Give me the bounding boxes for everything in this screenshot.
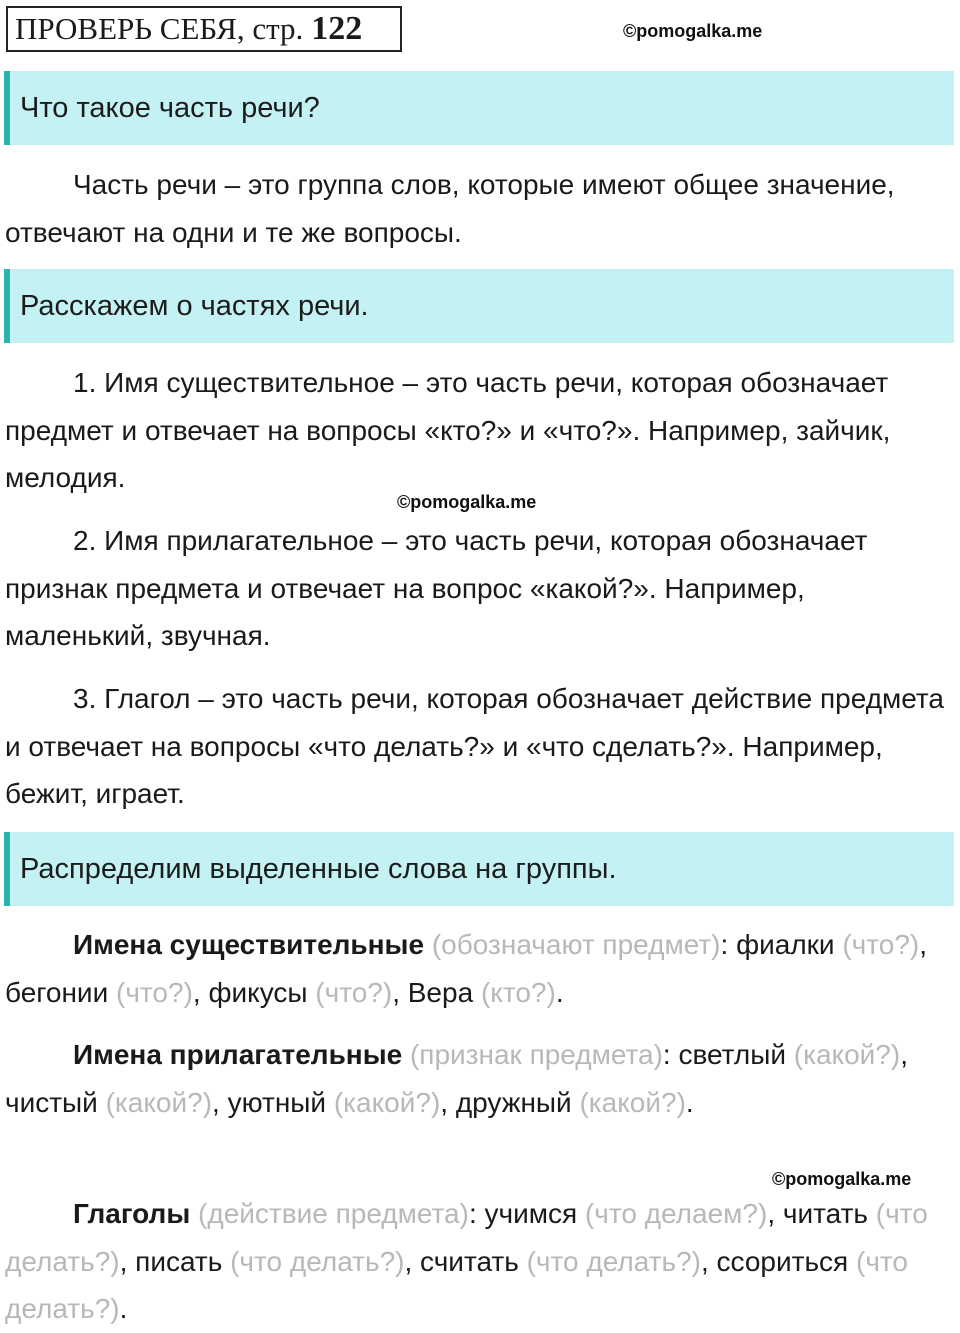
question: (что делать?) — [526, 1245, 701, 1277]
section-heading-text: Что такое часть речи? — [20, 91, 320, 124]
question: (что делаем?) — [584, 1198, 768, 1229]
word: писать — [135, 1245, 223, 1277]
word: учимся — [484, 1198, 578, 1229]
page-title — [6, 6, 402, 52]
section-heading-2 — [4, 269, 954, 343]
group-label: Имена прилагательные — [73, 1039, 403, 1070]
list-item-text: 3. Глагол – это часть речи, которая обозначает действие предмета и отвечает на вопросы «что делать?» и «что сделать?». Например, бежит, играет. — [5, 683, 945, 809]
section-heading-3 — [4, 832, 954, 906]
definition-text: Часть речи – это группа слов, которые имеют общее значение, отвечают на одни и те же вопросы. — [5, 169, 895, 248]
verbs-group: Глаголы (действие предмета): учимся (что делаем?), читать (что делать?), писать (что делать?), считать (что делать?), ссориться (что делать?). — [5, 1198, 928, 1324]
section-heading-text: Расскажем о частях речи. — [20, 289, 369, 322]
definition-paragraph — [5, 161, 950, 256]
word: фиалки — [736, 929, 835, 960]
list-item-text: 1. Имя существительное – это часть речи, которая обозначает предмет и отвечает на вопросы «кто?» и «что?». Например, зайчик, мелодия. — [5, 367, 891, 493]
question: (что делать?) — [5, 1245, 908, 1324]
list-item-noun — [5, 359, 950, 502]
word: дружный — [455, 1086, 572, 1118]
question: (какой?) — [333, 1086, 441, 1118]
list-item-adjective — [5, 517, 950, 660]
group-label: Глаголы — [73, 1198, 191, 1229]
question: (что делать?) — [230, 1245, 405, 1277]
word: фикусы — [208, 976, 308, 1008]
group-hint: (обозначают предмет) — [431, 929, 721, 960]
list-item-verb — [5, 675, 950, 818]
question: (какой?) — [579, 1086, 686, 1118]
watermark: ©pomogalka.me — [772, 1169, 912, 1189]
adjectives-group: Имена прилагательные (признак предмета): светлый (какой?), чистый (какой?), уютный (какой?), дружный (какой?). — [5, 1039, 908, 1118]
question: (что?) — [116, 976, 193, 1008]
watermark: ©pomogalka.me — [623, 21, 763, 41]
word: читать — [782, 1198, 868, 1229]
word: ссориться — [716, 1245, 849, 1277]
word: бегонии — [5, 976, 109, 1008]
question: (какой?) — [793, 1039, 901, 1070]
group-hint: (действие предмета) — [198, 1198, 469, 1229]
question: (что?) — [315, 976, 393, 1008]
word: Вера — [407, 976, 474, 1008]
question: (кто?) — [480, 976, 556, 1008]
list-item-text: 2. Имя прилагательное – это часть речи, которая обозначает признак предмета и отвечает на вопрос «какой?». Например, маленький, звучная. — [5, 525, 868, 651]
word: светлый — [678, 1039, 786, 1070]
section-heading-1 — [4, 71, 954, 145]
title-page-number: 122 — [311, 10, 363, 47]
group-label: Имена существительные — [73, 929, 425, 960]
question: (что?) — [842, 929, 920, 960]
word: чистый — [5, 1086, 98, 1118]
title-text: ПРОВЕРЬ СЕБЯ, стр. — [15, 11, 304, 46]
word: считать — [420, 1245, 519, 1277]
section-heading-text: Распределим выделенные слова на группы. — [20, 852, 617, 885]
question: (какой?) — [105, 1086, 213, 1118]
group-hint: (признак предмета) — [409, 1039, 663, 1070]
question: (что делать?) — [5, 1198, 928, 1277]
word: уютный — [227, 1086, 327, 1118]
watermark: ©pomogalka.me — [397, 492, 537, 512]
nouns-group: Имена существительные (обозначают предмет): фиалки (что?), бегонии (что?), фикусы (что?), Вера (кто?). — [5, 929, 927, 1008]
